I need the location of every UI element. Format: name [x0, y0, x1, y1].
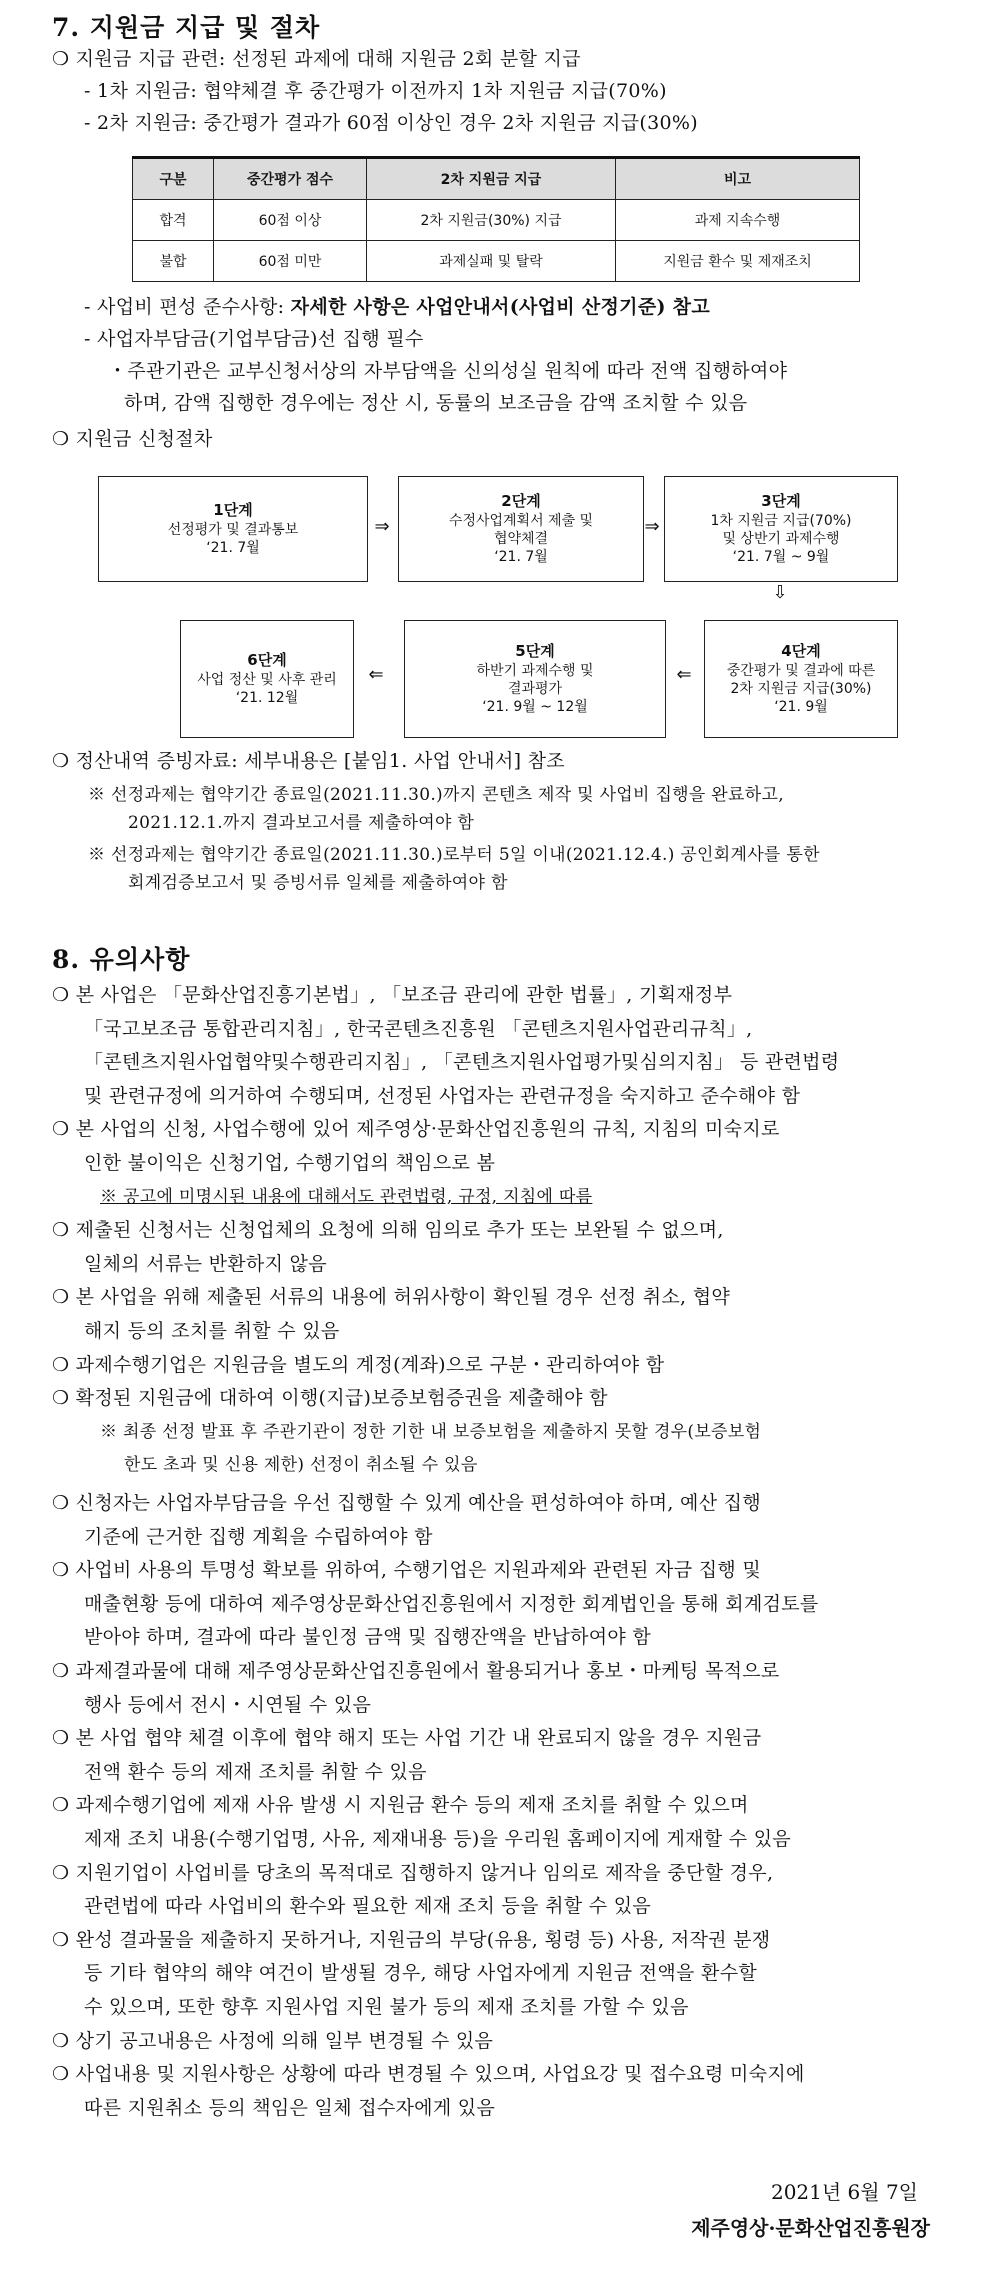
s8-line: ❍ 사업비 사용의 투명성 확보를 위하여, 수행기업은 지원과제와 관련된 자금 집행 및	[52, 1559, 761, 1582]
step-title: 3단계	[761, 492, 801, 510]
s7-note-2b: 회계검증보고서 및 증빙서류 일체를 제출하여야 함	[128, 873, 508, 893]
table-cell: 60점 미만	[214, 241, 367, 282]
s8-line: 받아야 하며, 결과에 따라 불인정 금액 및 집행잔액을 반납하여야 함	[84, 1626, 652, 1649]
s8-line: ❍ 과제수행기업에 제재 사유 발생 시 지원금 환수 등의 제재 조치를 취할 수 있으며	[52, 1794, 749, 1817]
s8-line: ❍ 과제수행기업은 지원금을 별도의 계정(계좌)으로 구분・관리하여야 함	[52, 1353, 665, 1376]
step-date: ‘21. 7월	[206, 540, 260, 556]
s8-line: ❍ 신청자는 사업자부담금을 우선 집행할 수 있게 예산을 편성하여야 하며, 예산 집행	[52, 1492, 761, 1514]
step-3-box	[664, 476, 898, 582]
s7-line-4-emphasis: 자세한 사항은 사업안내서(사업비 산정기준) 참고	[290, 296, 710, 318]
step-text: 하반기 과제수행 및	[476, 663, 594, 679]
s7-line-8: ❍ 지원금 신청절차	[52, 428, 213, 450]
step-date: ‘21. 9월	[774, 699, 828, 715]
step-2-box	[398, 476, 644, 582]
table-cell: 과제실패 및 탈락	[367, 241, 616, 282]
s7-line-5: - 사업자부담금(기업부담금)선 집행 필수	[84, 328, 424, 350]
s7-line-1: ❍ 지원금 지급 관련: 선정된 과제에 대해 지원금 2회 분할 지급	[52, 48, 581, 70]
s8-line: ❍ 상기 공고내용은 사정에 의해 일부 변경될 수 있음	[52, 2029, 494, 2052]
s8-line: ※ 최종 선정 발표 후 주관기관이 정한 기한 내 보증보험을 제출하지 못할 경우(보증보험	[100, 1421, 762, 1442]
table-cell: 과제 지속수행	[616, 200, 860, 241]
s8-line: 한도 초과 및 신용 제한) 선정이 취소될 수 있음	[124, 1455, 478, 1476]
s8-line: 「콘텐츠지원사업협약및수행관리지침」, 「콘텐츠지원사업평가및심의지침」 등 관련법령	[84, 1051, 840, 1074]
step-text: 결과평가	[507, 681, 563, 697]
step-6-box	[180, 620, 354, 738]
table-cell: 불합	[133, 241, 214, 282]
s8-line: 및 관련규정에 의거하여 수행되며, 선정된 사업자는 관련규정을 숙지하고 준수해야 함	[84, 1084, 801, 1107]
s7-line-7: 하며, 감액 집행한 경우에는 정산 시, 동률의 보조금을 감액 조치할 수 있음	[124, 392, 748, 414]
table-header: 비고	[616, 158, 860, 200]
s8-line: 수 있으며, 또한 향후 지원사업 지원 불가 등의 제재 조치를 가할 수 있음	[84, 1996, 689, 2018]
s7-note-1a: ※ 선정과제는 협약기간 종료일(2021.11.30.)까지 콘텐츠 제작 및 사업비 집행을 완료하고,	[88, 785, 784, 805]
s7-line-6: ・주관기관은 교부신청서상의 자부담액을 신의성실 원칙에 따라 전액 집행하여야	[108, 360, 788, 382]
s8-line: ❍ 본 사업 협약 체결 이후에 협약 해지 또는 사업 기간 내 완료되지 않을 경우 지원금	[52, 1727, 762, 1750]
step-date: ‘21. 12월	[235, 690, 299, 706]
arrow-left-icon: ⇐	[676, 664, 692, 685]
s8-line: ❍ 과제결과물에 대해 제주영상문화산업진흥원에서 활용되거나 홍보・마케팅 목적으로	[52, 1660, 780, 1682]
table-cell: 지원금 환수 및 제재조치	[616, 241, 860, 282]
s8-line: 「국고보조금 통합관리지침」, 한국콘텐츠진흥원 「콘텐츠지원사업관리규칙」,	[84, 1017, 753, 1040]
step-date: ‘21. 9월 ~ 12월	[482, 699, 588, 715]
s8-line: 행사 등에서 전시・시연될 수 있음	[84, 1693, 372, 1716]
table-cell: 합격	[133, 200, 214, 241]
s8-line: 인한 불이익은 신청기업, 수행기업의 책임으로 봄	[84, 1152, 496, 1174]
s7-line-4	[84, 292, 952, 322]
s8-line: 관련법에 따라 사업비의 환수와 필요한 제재 조치 등을 취할 수 있음	[84, 1895, 652, 1918]
s7-line-9: ❍ 정산내역 증빙자료: 세부내용은 [붙임1. 사업 안내서] 참조	[52, 750, 565, 772]
step-text: 협약체결	[493, 531, 549, 547]
s7-note-1b: 2021.12.1.까지 결과보고서를 제출하여야 함	[128, 813, 475, 833]
s8-line: ❍ 본 사업을 위해 제출된 서류의 내용에 허위사항이 확인될 경우 선정 취소, 협약	[52, 1286, 731, 1309]
step-date: ‘21. 7월	[494, 549, 548, 565]
s8-line: ❍ 사업내용 및 지원사항은 상황에 따라 변경될 수 있으며, 사업요강 및 접수요령 미숙지에	[52, 2063, 805, 2086]
s8-line: 일체의 서류는 반환하지 않음	[84, 1252, 327, 1275]
step-text: 1차 지원금 지급(70%)	[710, 513, 852, 529]
signer-title: 제주영상·문화산업진흥원장	[691, 2216, 930, 2240]
step-text: 2차 지원금 지급(30%)	[730, 681, 872, 697]
step-1-box	[98, 476, 368, 582]
step-title: 1단계	[213, 501, 253, 519]
step-title: 6단계	[247, 651, 287, 669]
step-title: 4단계	[781, 642, 821, 660]
table-cell: 60점 이상	[214, 200, 367, 241]
s8-line: ❍ 확정된 지원금에 대하여 이행(지급)보증보험증권을 제출해야 함	[52, 1387, 608, 1410]
step-date: ‘21. 7월 ~ 9월	[732, 549, 830, 565]
s8-line: 기준에 근거한 집행 계획을 수립하여야 함	[84, 1525, 433, 1548]
section-8-title: 8. 유의사항	[52, 945, 191, 974]
s8-line: 해지 등의 조치를 취할 수 있음	[84, 1320, 340, 1342]
arrow-left-icon: ⇐	[368, 664, 384, 685]
arrow-down-icon: ⇩	[772, 582, 788, 603]
s7-line-3: - 2차 지원금: 중간평가 결과가 60점 이상인 경우 2차 지원금 지급(30%)	[84, 112, 698, 134]
s7-note-2a: ※ 선정과제는 협약기간 종료일(2021.11.30.)로부터 5일 이내(2021.12.4.) 공인회계사를 통한	[88, 845, 820, 865]
step-text: 중간평가 및 결과에 따른	[726, 663, 876, 679]
s8-line: ❍ 완성 결과물을 제출하지 못하거나, 지원금의 부당(유용, 횡령 등) 사용, 저작권 분쟁	[52, 1928, 771, 1951]
step-text: 선정평가 및 결과통보	[167, 522, 299, 538]
step-title: 5단계	[515, 642, 555, 660]
s8-line: 제재 조치 내용(수행기업명, 사유, 제재내용 등)을 우리원 홈페이지에 게재할 수 있음	[84, 1828, 792, 1850]
s8-line: ※ 공고에 미명시된 내용에 대해서도 관련법령, 규정, 지침에 따름	[100, 1186, 593, 1207]
table-header: 2차 지원금 지급	[367, 158, 616, 200]
arrow-right-icon: ⇒	[374, 516, 390, 537]
step-4-box	[704, 620, 898, 738]
document-date: 2021년 6월 7일	[770, 2180, 918, 2204]
step-text: 수정사업계획서 제출 및	[448, 513, 594, 529]
step-text: 및 상반기 과제수행	[722, 531, 840, 547]
s8-line: ❍ 본 사업은 「문화산업진흥기본법」, 「보조금 관리에 관한 법률」, 기획재정부	[52, 984, 733, 1006]
step-text: 사업 정산 및 사후 관리	[197, 672, 337, 688]
s7-line-4-label: - 사업비 편성 준수사항:	[84, 296, 291, 318]
table-row	[133, 241, 860, 282]
table-row	[133, 200, 860, 241]
table-cell: 2차 지원금(30%) 지급	[367, 200, 616, 241]
s8-line: ❍ 지원기업이 사업비를 당초의 목적대로 집행하지 않거나 임의로 제작을 중단할 경우,	[52, 1861, 774, 1884]
support-table	[132, 156, 860, 282]
s8-line: 등 기타 협약의 해약 여건이 발생될 경우, 해당 사업자에게 지원금 전액을 환수할	[84, 1962, 758, 1985]
table-header: 중간평가 점수	[214, 158, 367, 200]
s8-line: 전액 환수 등의 제재 조치를 취할 수 있음	[84, 1760, 427, 1783]
section-7-title: 7. 지원금 지급 및 절차	[52, 13, 321, 42]
s7-line-2: - 1차 지원금: 협약체결 후 중간평가 이전까지 1차 지원금 지급(70%)	[84, 80, 667, 102]
step-5-box	[404, 620, 666, 738]
arrow-right-icon: ⇒	[644, 516, 660, 537]
s8-line: 매출현황 등에 대하여 제주영상문화산업진흥원에서 지정한 회계법인을 통해 회계검토를	[84, 1592, 819, 1615]
s8-line: ❍ 본 사업의 신청, 사업수행에 있어 제주영상·문화산업진흥원의 규칙, 지침의 미숙지로	[52, 1118, 780, 1141]
step-title: 2단계	[501, 492, 541, 510]
table-header: 구분	[133, 158, 214, 200]
s8-line: 따른 지원취소 등의 책임은 일체 접수자에게 있음	[84, 2096, 496, 2119]
s8-line: ❍ 제출된 신청서는 신청업체의 요청에 의해 임의로 추가 또는 보완될 수 없으며,	[52, 1219, 724, 1242]
